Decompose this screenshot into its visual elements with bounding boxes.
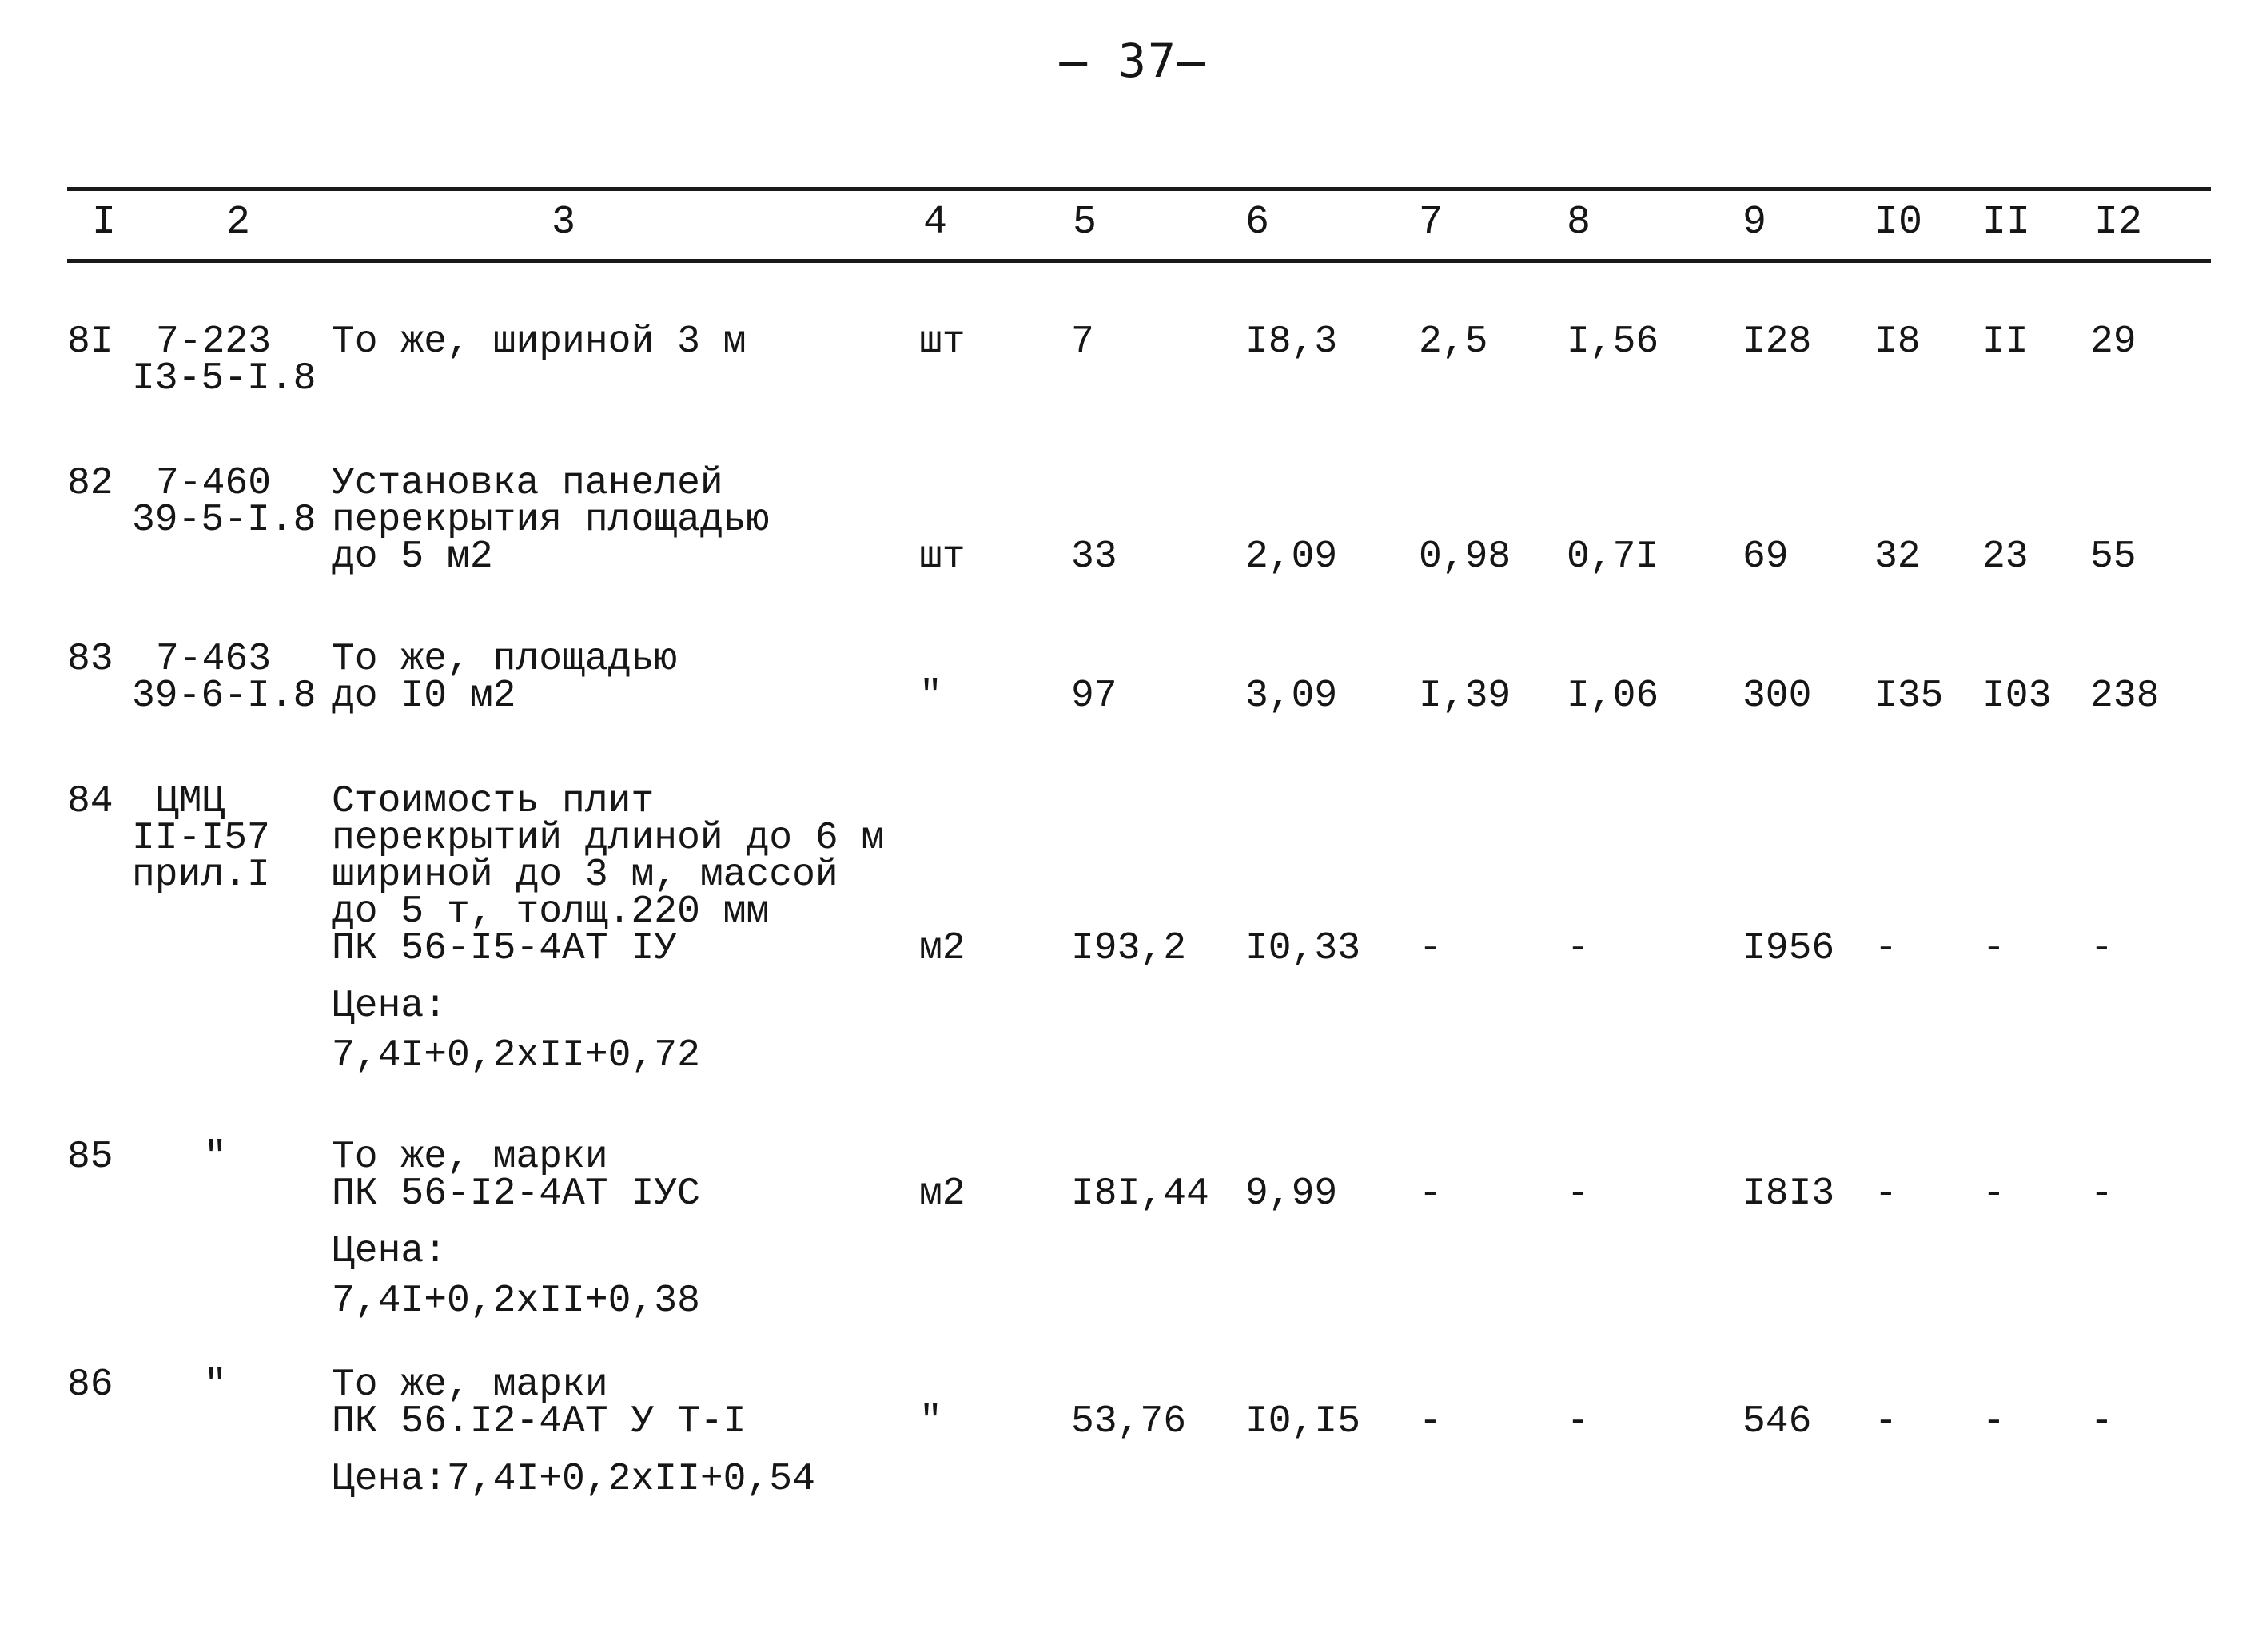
value-v7: - <box>1419 1172 1442 1216</box>
value-v5: I8I,44 <box>1071 1172 1209 1216</box>
unit: шт <box>919 535 966 579</box>
work-description <box>332 1363 815 1504</box>
norm-code-line: " <box>204 1136 227 1179</box>
value-v9: I28 <box>1742 320 1812 364</box>
norm-code-line: 7-460 <box>156 462 272 505</box>
row-number: 83 <box>67 638 113 681</box>
work-description <box>332 320 747 364</box>
value-v9: 546 <box>1742 1400 1812 1443</box>
value-v6: I0,I5 <box>1245 1400 1361 1443</box>
price-formula <box>332 981 884 1081</box>
row-number: 86 <box>67 1363 113 1407</box>
value-v9: I956 <box>1742 927 1835 970</box>
work-description <box>332 462 770 579</box>
value-v11: I03 <box>1982 675 2052 718</box>
price-formula <box>332 1227 700 1326</box>
value-v5: I93,2 <box>1071 927 1187 970</box>
value-v11: 23 <box>1982 535 2029 579</box>
norm-code-line: I3-5-I.8 <box>132 357 317 400</box>
description-line: перекрытий длиной до 6 м <box>332 817 885 860</box>
value-v7: - <box>1419 1400 1442 1443</box>
work-description <box>332 1136 700 1326</box>
value-v10: - <box>1874 1172 1898 1216</box>
value-v12: 29 <box>2090 320 2137 364</box>
row-number: 84 <box>67 780 113 823</box>
column-header-8: 8 <box>1567 200 1591 245</box>
value-v6: I0,33 <box>1245 927 1361 970</box>
column-header-2: 2 <box>226 200 251 245</box>
value-v10: I8 <box>1874 320 1921 364</box>
row-number: 85 <box>67 1136 113 1179</box>
unit: " <box>919 1400 942 1443</box>
value-v7: - <box>1419 927 1442 970</box>
description-line: ПК 56-I5-4АТ IУ <box>332 927 678 970</box>
value-v10: I35 <box>1874 675 1944 718</box>
price-formula <box>332 1455 815 1504</box>
column-header-4: 4 <box>923 200 948 245</box>
description-line: ПК 56-I2-4АТ IУС <box>332 1172 700 1216</box>
description-line: до 5 т, толщ.220 мм <box>332 890 770 933</box>
column-header-7: 7 <box>1419 200 1444 245</box>
value-v9: I8I3 <box>1742 1172 1835 1216</box>
table-header-rule <box>67 259 2211 263</box>
description-line: Стоимость плит <box>332 780 655 823</box>
value-v11: - <box>1982 927 2005 970</box>
value-v5: 7 <box>1071 320 1094 364</box>
value-v12: - <box>2090 927 2113 970</box>
column-header-3: 3 <box>552 200 576 245</box>
unit: " <box>919 675 942 718</box>
value-v6: 2,09 <box>1245 535 1338 579</box>
norm-code-line: II-I57 <box>132 817 270 860</box>
value-v8: - <box>1567 927 1590 970</box>
price-line: Цена: <box>332 1230 448 1273</box>
column-header-10: I0 <box>1874 200 1923 245</box>
table-top-rule <box>67 187 2211 191</box>
value-v7: 2,5 <box>1419 320 1488 364</box>
value-v6: 3,09 <box>1245 675 1338 718</box>
norm-code-line: " <box>204 1363 227 1407</box>
description-line: шириной до 3 м, массой <box>332 854 838 897</box>
column-header-1: I <box>92 200 117 245</box>
column-header-6: 6 <box>1245 200 1270 245</box>
norm-code-line: 39-5-I.8 <box>132 499 317 542</box>
column-header-12: I2 <box>2094 200 2143 245</box>
row-number: 8I <box>67 320 113 364</box>
value-v11: - <box>1982 1400 2005 1443</box>
description-line: до I0 м2 <box>332 675 516 718</box>
unit: м2 <box>919 927 966 970</box>
price-line: Цена: <box>332 985 448 1028</box>
norm-code-line: ЦМЦ <box>156 780 225 823</box>
description-line: То же, марки <box>332 1363 608 1407</box>
value-v8: - <box>1567 1400 1590 1443</box>
value-v5: 33 <box>1071 535 1117 579</box>
row-number: 82 <box>67 462 113 505</box>
value-v5: 53,76 <box>1071 1400 1187 1443</box>
value-v8: I,06 <box>1567 675 1659 718</box>
unit: шт <box>919 320 966 364</box>
value-v10: - <box>1874 1400 1898 1443</box>
value-v6: 9,99 <box>1245 1172 1338 1216</box>
value-v8: I,56 <box>1567 320 1659 364</box>
description-line: То же, площадью <box>332 638 678 681</box>
norm-code-line: 7-223 <box>156 320 272 364</box>
value-v12: - <box>2090 1400 2113 1443</box>
description-line: Установка панелей <box>332 462 723 505</box>
norm-code-line: 7-463 <box>156 638 272 681</box>
norm-code-line: прил.I <box>132 854 270 897</box>
price-line: 7,4I+0,2xII+0,38 <box>332 1280 700 1323</box>
value-v8: 0,7I <box>1567 535 1659 579</box>
description-line: То же, марки <box>332 1136 608 1179</box>
value-v9: 69 <box>1742 535 1789 579</box>
value-v12: 55 <box>2090 535 2137 579</box>
column-header-9: 9 <box>1742 200 1767 245</box>
price-line: 7,4I+0,2xII+0,72 <box>332 1034 700 1077</box>
value-v12: 238 <box>2090 675 2160 718</box>
value-v7: I,39 <box>1419 675 1511 718</box>
value-v11: - <box>1982 1172 2005 1216</box>
value-v8: - <box>1567 1172 1590 1216</box>
price-line: Цена:7,4I+0,2xII+0,54 <box>332 1458 815 1501</box>
description-line: перекрытия площадью <box>332 499 770 542</box>
work-description <box>332 638 678 718</box>
value-v10: - <box>1874 927 1898 970</box>
unit: м2 <box>919 1172 966 1216</box>
value-v11: II <box>1982 320 2029 364</box>
column-header-5: 5 <box>1073 200 1097 245</box>
value-v5: 97 <box>1071 675 1117 718</box>
value-v9: 300 <box>1742 675 1812 718</box>
value-v12: - <box>2090 1172 2113 1216</box>
value-v10: 32 <box>1874 535 1921 579</box>
page-number: — 37— <box>1059 34 1207 88</box>
work-description <box>332 780 885 1081</box>
value-v6: I8,3 <box>1245 320 1338 364</box>
description-line: То же, шириной 3 м <box>332 320 747 364</box>
description-line: ПК 56.I2-4АТ У Т-I <box>332 1400 747 1443</box>
value-v7: 0,98 <box>1419 535 1511 579</box>
norm-code-line: 39-6-I.8 <box>132 675 317 718</box>
description-line: до 5 м2 <box>332 535 493 579</box>
column-header-11: II <box>1982 200 2031 245</box>
